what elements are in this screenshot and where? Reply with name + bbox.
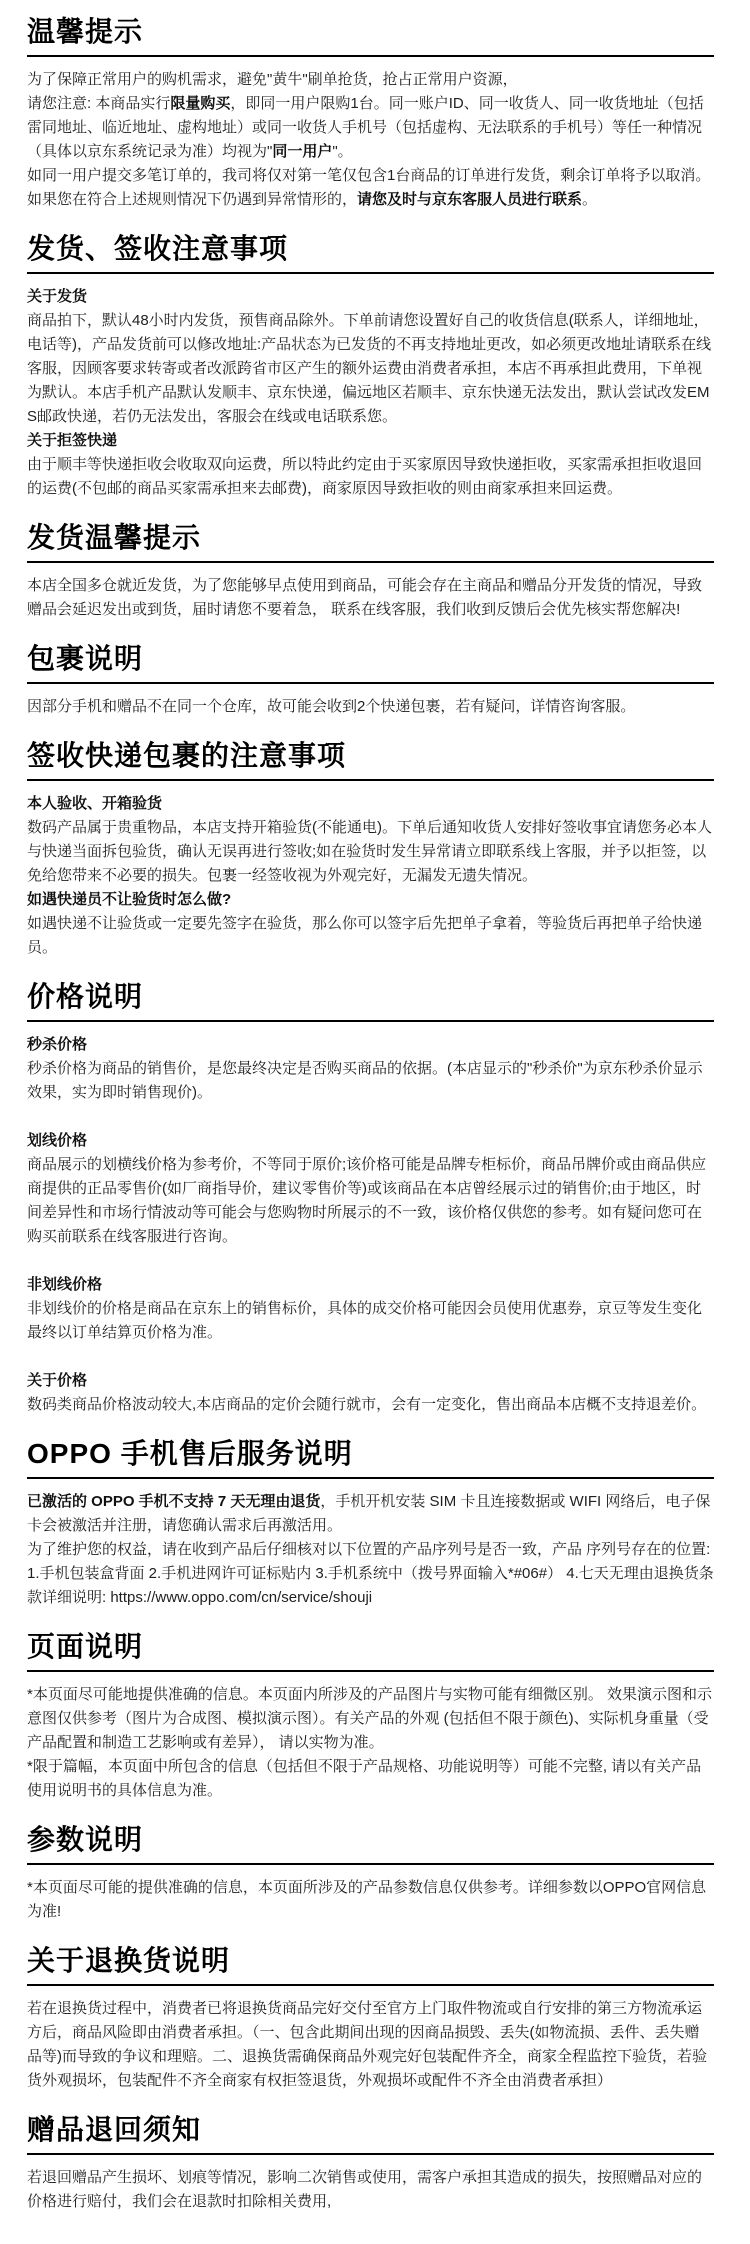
section-returns-description (27, 1943, 714, 2093)
bold-text-run: 划线价格 (27, 1132, 88, 1149)
paragraph-gap (27, 1249, 714, 1273)
bold-text-run: 已激活的 OPPO 手机不支持 7 天无理由退货 (27, 1493, 321, 1510)
section-divider (27, 1863, 714, 1865)
text-run: 为了保障正常用户的购机需求，避免"黄牛"刷单抢货，抢占正常用户资源， (27, 71, 518, 88)
notice-sections (27, 14, 714, 2214)
paragraph (27, 1997, 714, 2093)
sub-heading (27, 1273, 714, 1297)
text-run: 非划线价的价格是商品在京东上的销售标价，具体的成交价格可能因会员使用优惠券，京豆等发生变化最终以订单结算页价格为准。 (27, 1300, 703, 1341)
section-title: 温馨提示 (27, 16, 144, 47)
paragraph (27, 164, 714, 188)
bold-text-run: 如遇快递员不让验货时怎么做? (27, 891, 232, 908)
section-divider (27, 682, 714, 684)
text-run: 为了维护您的权益，请在收到产品后仔细核对以下位置的产品序列号是否一致，产品 序列号存在的位置: (27, 1541, 711, 1558)
sub-heading (27, 1033, 714, 1057)
paragraph (27, 816, 714, 888)
section-warm-tips (27, 14, 714, 212)
bold-text-run: 请您及时与京东客服人员进行联系 (357, 191, 583, 208)
text-run: 本店全国多仓就近发货，为了您能够早点使用到商品，可能会存在主商品和赠品分开发货的情况，导致赠品会延迟发出或到货，届时请您不要着急， 联系在线客服，我们收到反馈后会优先核实帮您解决! (27, 577, 703, 618)
paragraph (27, 309, 714, 429)
section-title: 价格说明 (27, 981, 144, 1012)
section-title: 包裹说明 (27, 643, 144, 674)
section-package-note (27, 641, 714, 719)
section-oppo-after-sales (27, 1436, 714, 1610)
bold-text-run: 非划线价格 (27, 1276, 103, 1293)
section-title: 赠品退回须知 (27, 2114, 202, 2145)
section-title: 发货、签收注意事项 (27, 233, 289, 264)
section-shipping-warm-tips (27, 520, 714, 622)
text-run: 由于顺丰等快递拒收会收取双向运费，所以特此约定由于买家原因导致快递拒收，买家需承担拒收退回的运费(不包邮的商品买家需承担来去邮费)，商家原因导致拒收的则由商家承担来回运费。 (27, 456, 703, 497)
section-divider (27, 2153, 714, 2155)
sub-heading (27, 792, 714, 816)
section-divider (27, 1670, 714, 1672)
sub-heading (27, 888, 714, 912)
section-divider (27, 779, 714, 781)
paragraph (27, 1490, 714, 1538)
paragraph (27, 1876, 714, 1924)
text-run: 若退回赠品产生损坏、划痕等情况，影响二次销售或使用，需客户承担其造成的损失，按照赠品对应的价格进行赔付，我们会在退款时扣除相关费用, (27, 2169, 703, 2210)
paragraph (27, 92, 714, 164)
paragraph (27, 574, 714, 622)
text-run: *本页面尽可能地提供准确的信息。本页面内所涉及的产品图片与实物可能有细微区别。 效果演示图和示意图仅供参考（图片为合成图、模拟演示图）。有关产品的外观 (包括但不限于颜色)、实际机身重量（受产品配置和制造工艺影响或有差异）， 请以实物为准。 (27, 1686, 713, 1751)
paragraph (27, 1057, 714, 1105)
text-run: 如遇快递不让验货或一定要先签字在验货，那么你可以签字后先把单子拿着，等验货后再把单子给快递员。 (27, 915, 703, 956)
paragraph (27, 1562, 714, 1610)
text-run: 秒杀价格为商品的销售价，是您最终决定是否购买商品的依据。(本店显示的"秒杀价"为京东秒杀价显示效果，实为即时销售现价)。 (27, 1060, 703, 1101)
section-title: 关于退换货说明 (27, 1945, 231, 1976)
section-title: 页面说明 (27, 1631, 144, 1662)
paragraph (27, 68, 714, 92)
text-run: 。 (582, 191, 598, 208)
section-gift-return-notice (27, 2112, 714, 2214)
paragraph (27, 695, 714, 719)
section-params-description (27, 1822, 714, 1924)
section-divider (27, 272, 714, 274)
section-title: 发货温馨提示 (27, 522, 202, 553)
bold-text-run: 同一用户 (272, 143, 333, 160)
bold-text-run: 关于价格 (27, 1372, 88, 1389)
text-run: 数码类商品价格波动较大,本店商品的定价会随行就市，会有一定变化，售出商品本店概不支持退差价。 (27, 1396, 707, 1413)
paragraph-gap (27, 1345, 714, 1369)
bold-text-run: 秒杀价格 (27, 1036, 88, 1053)
bold-text-run: 本人验收、开箱验货 (27, 795, 163, 812)
section-price-note (27, 979, 714, 1417)
sub-heading (27, 1369, 714, 1393)
section-divider (27, 1020, 714, 1022)
section-divider (27, 1984, 714, 1986)
paragraph (27, 1393, 714, 1417)
sub-heading (27, 285, 714, 309)
text-run: 如同一用户提交多笔订单的，我司将仅对第一笔仅包含1台商品的订单进行发货，剩余订单将予以取消。 (27, 167, 711, 184)
section-title: OPPO 手机售后服务说明 (27, 1438, 353, 1469)
text-run: 请您注意: 本商品实行 (27, 95, 171, 112)
text-run: 数码产品属于贵重物品，本店支持开箱验货(不能通电)。下单后通知收货人安排好签收事宜请您务必本人与快递当面拆包验货，确认无误再进行签收;如在验货时发生异常请立即联系线上客服，并予以拒签，以免给您带来不必要的损失。包裹一经签收视为外观完好，无漏发无遗失情况。 (27, 819, 712, 884)
section-title: 参数说明 (27, 1824, 144, 1855)
text-run: 商品拍下，默认48小时内发货，预售商品除外。下单前请您设置好自己的收货信息(联系人，详细地址，电话等)，产品发货前可以修改地址:产品状态为已发货的不再支持地址更改，如必须更改地址请联系在线客服，因顾客要求转寄或者改派跨省市区产生的额外运费由消费者承担，本店不再承担此费用，下单视为默认。本店手机产品默认发顺丰、京东快递，偏远地区若顺丰、京东快递无法发出，默认尝试改发EMS邮政快递，若仍无法发出，客服会在线或电话联系您。 (27, 312, 712, 425)
paragraph-gap (27, 1105, 714, 1129)
text-run: 1.手机包装盒背面 2.手机进网许可证标贴内 3.手机系统中（拨号界面输入*#06#） 4.七天无理由退换货条款详细说明: https://www.oppo.com/cn/service/shouji (27, 1565, 714, 1606)
section-divider (27, 1477, 714, 1479)
text-run: 若在退换货过程中，消费者已将退换货商品完好交付至官方上门取件物流或自行安排的第三方物流承运方后，商品风险即由消费者承担。（一、包含此期间出现的因商品损毁、丢失(如物流损、丢件、丢失赠品等)而导致的争议和理赔。二、退换货需确保商品外观完好包装配件齐全，商家全程监控下验货，若验货外观损坏，包装配件不齐全商家有权拒签退货，外观损坏或配件不齐全由消费者承担） (27, 2000, 707, 2089)
section-shipping-sign-notes (27, 231, 714, 501)
text-run: ，手机开机安装 SIM 卡且连接数据或 WIFI 网络后，电子保卡会被激活并注册，请您确认需求后再激活用。 (27, 1493, 711, 1534)
text-run: *限于篇幅，本页面中所包含的信息（包括但不限于产品规格、功能说明等）可能不完整, 请以有关产品使用说明书的具体信息为准。 (27, 1758, 702, 1799)
paragraph (27, 1683, 714, 1755)
paragraph (27, 1297, 714, 1345)
text-run: 如果您在符合上述规则情况下仍遇到异常情形的， (27, 191, 358, 208)
paragraph (27, 912, 714, 960)
text-run: ，即同一用户限购1台。同一账户ID、同一收货人、同一收货地址（包括雷同地址、临近地址、虚构地址）或同一收货人手机号（包括虚构、无法联系的手机号）等任一种情况（具体以京东系统记录为准）均视为" (27, 95, 704, 160)
bold-text-run: 关于发货 (27, 288, 88, 305)
section-title: 签收快递包裹的注意事项 (27, 740, 347, 771)
paragraph (27, 188, 714, 212)
bold-text-run: 关于拒签快递 (27, 432, 118, 449)
section-page-description (27, 1629, 714, 1803)
sub-heading (27, 1129, 714, 1153)
paragraph (27, 1755, 714, 1803)
section-divider (27, 561, 714, 563)
paragraph (27, 1538, 714, 1562)
text-run: 因部分手机和赠品不在同一个仓库，故可能会收到2个快递包裹，若有疑问，详情咨询客服。 (27, 698, 636, 715)
sub-heading (27, 429, 714, 453)
text-run: "。 (332, 143, 353, 160)
paragraph (27, 1153, 714, 1249)
section-sign-package-notes (27, 738, 714, 960)
paragraph (27, 453, 714, 501)
paragraph (27, 2166, 714, 2214)
text-run: *本页面尽可能的提供准确的信息，本页面所涉及的产品参数信息仅供参考。详细参数以OPPO官网信息为准! (27, 1879, 707, 1920)
bold-text-run: 限量购买 (170, 95, 231, 112)
text-run: 商品展示的划横线价格为参考价，不等同于原价;该价格可能是品牌专柜标价，商品吊牌价或由商品供应商提供的正品零售价(如厂商指导价，建议零售价等)或该商品在本店曾经展示过的销售价;由于地区，时间差异性和市场行情波动等可能会与您购物时所展示的不一致，该价格仅供您的参考。如有疑问您可在购买前联系在线客服进行咨询。 (27, 1156, 707, 1245)
section-divider (27, 55, 714, 57)
